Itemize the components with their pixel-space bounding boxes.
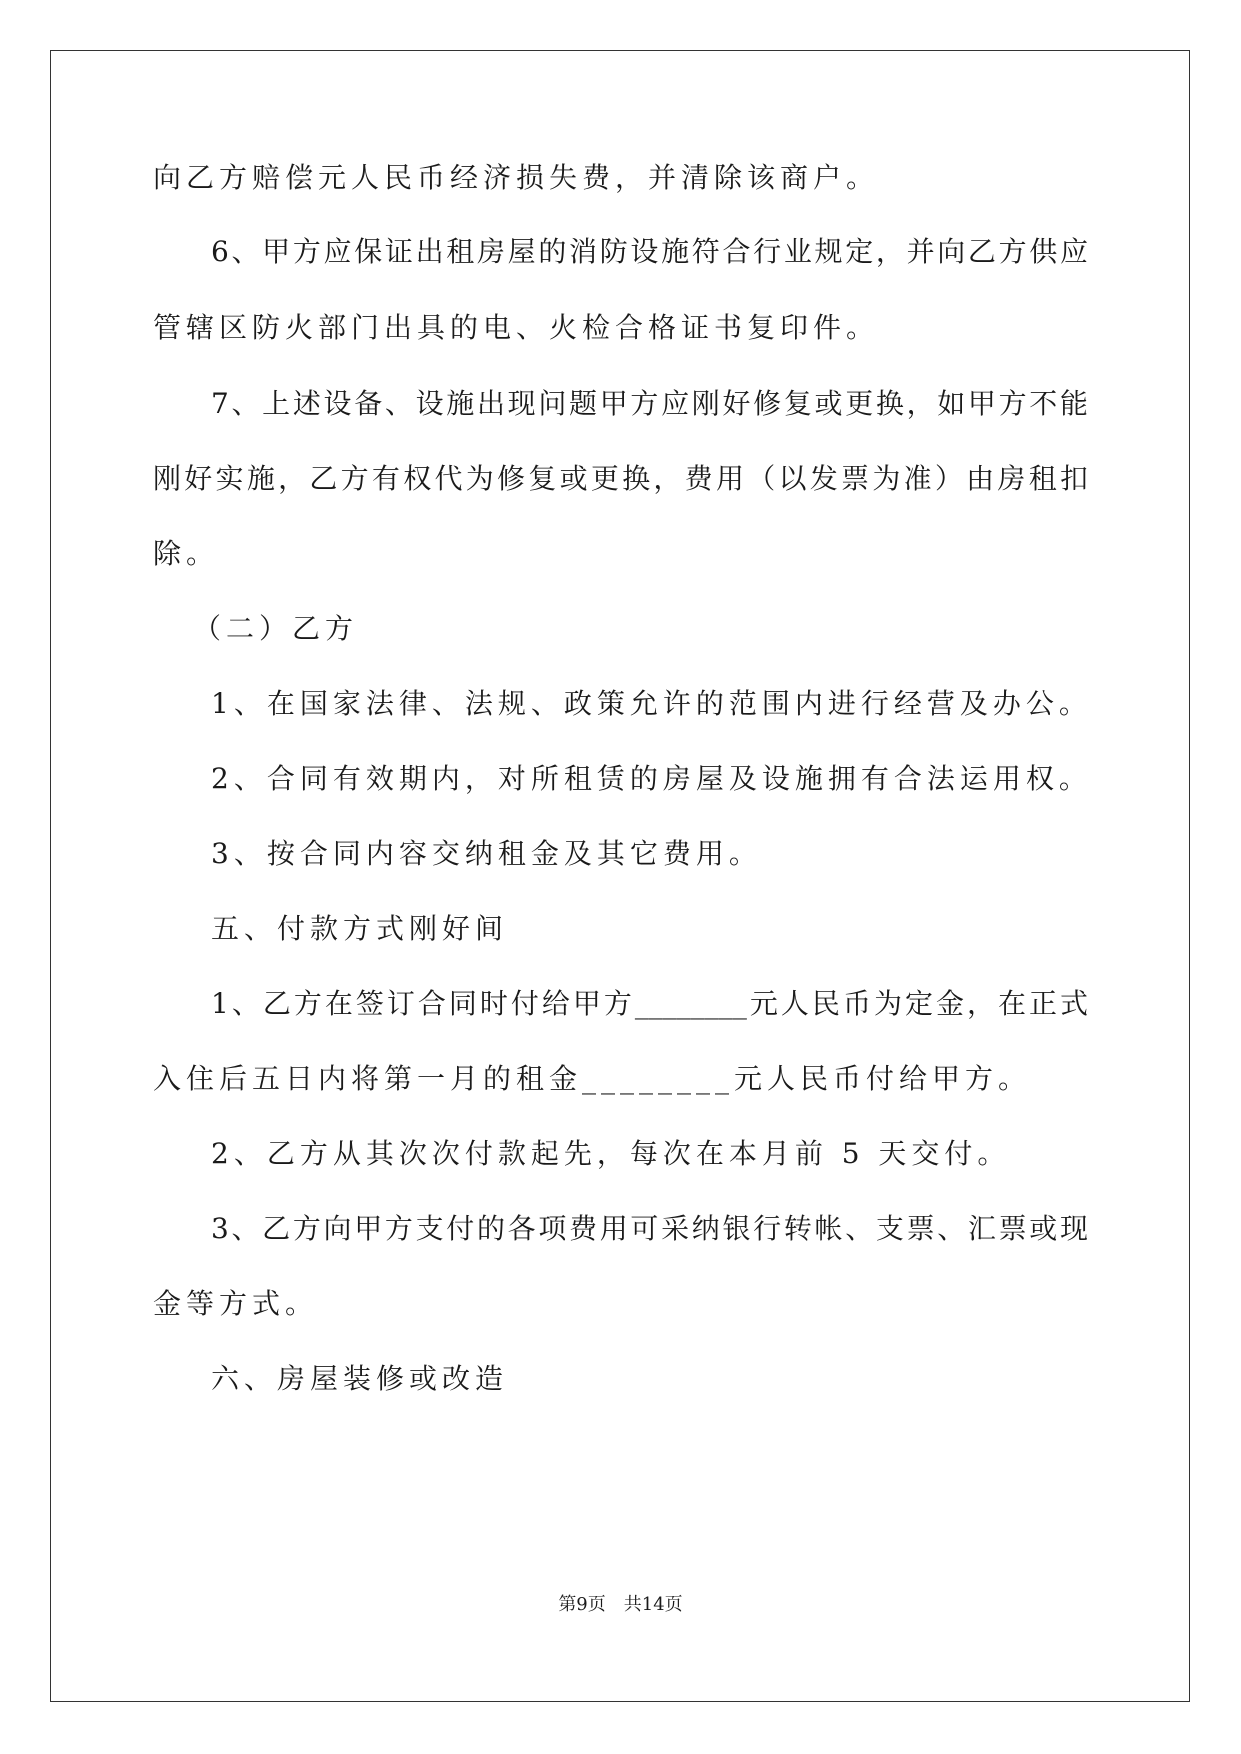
page-footer [0, 1590, 1241, 1616]
text-line-13: 入住后五日内将第一月的租金________元人民币付给甲方。 [153, 1062, 1032, 1095]
text-line-10: 3、按合同内容交纳租金及其它费用。 [211, 837, 762, 870]
text-line-16: 金等方式。 [153, 1287, 319, 1320]
text-line-2: 6、甲方应保证出租房屋的消防设施符合行业规定，并向乙方供应 [211, 235, 1088, 268]
page-number-current: 第9页 [558, 1594, 606, 1615]
section-heading-party-b: （二）乙方 [193, 612, 359, 645]
text-line-3: 管辖区防火部门出具的电、火检合格证书复印件。 [153, 311, 880, 344]
text-line-5: 刚好实施，乙方有权代为修复或更换，费用（以发票为准）由房租扣 [153, 462, 1088, 495]
text-line-15: 3、乙方向甲方支付的各项费用可采纳银行转帐、支票、汇票或现 [211, 1212, 1088, 1245]
text-line-6: 除。 [153, 537, 220, 570]
text-line-12: 1、乙方在签订合同时付给甲方________元人民币为定金，在正式 [211, 987, 1088, 1020]
text-line-14: 2、乙方从其次次付款起先，每次在本月前 5 天交付。 [211, 1137, 1011, 1170]
text-line-1: 向乙方赔偿元人民币经济损失费，并清除该商户。 [153, 161, 880, 194]
page-number-total: 共14页 [623, 1594, 683, 1615]
text-line-9: 2、合同有效期内，对所租赁的房屋及设施拥有合法运用权。 [211, 762, 1092, 795]
section-heading-renovation: 六、房屋装修或改造 [211, 1362, 509, 1395]
section-heading-payment: 五、付款方式刚好间 [211, 912, 509, 945]
text-line-8: 1、在国家法律、法规、政策允许的范围内进行经营及办公。 [211, 687, 1092, 720]
text-line-4: 7、上述设备、设施出现问题甲方应刚好修复或更换，如甲方不能 [211, 387, 1088, 420]
page-border [50, 50, 1190, 1702]
